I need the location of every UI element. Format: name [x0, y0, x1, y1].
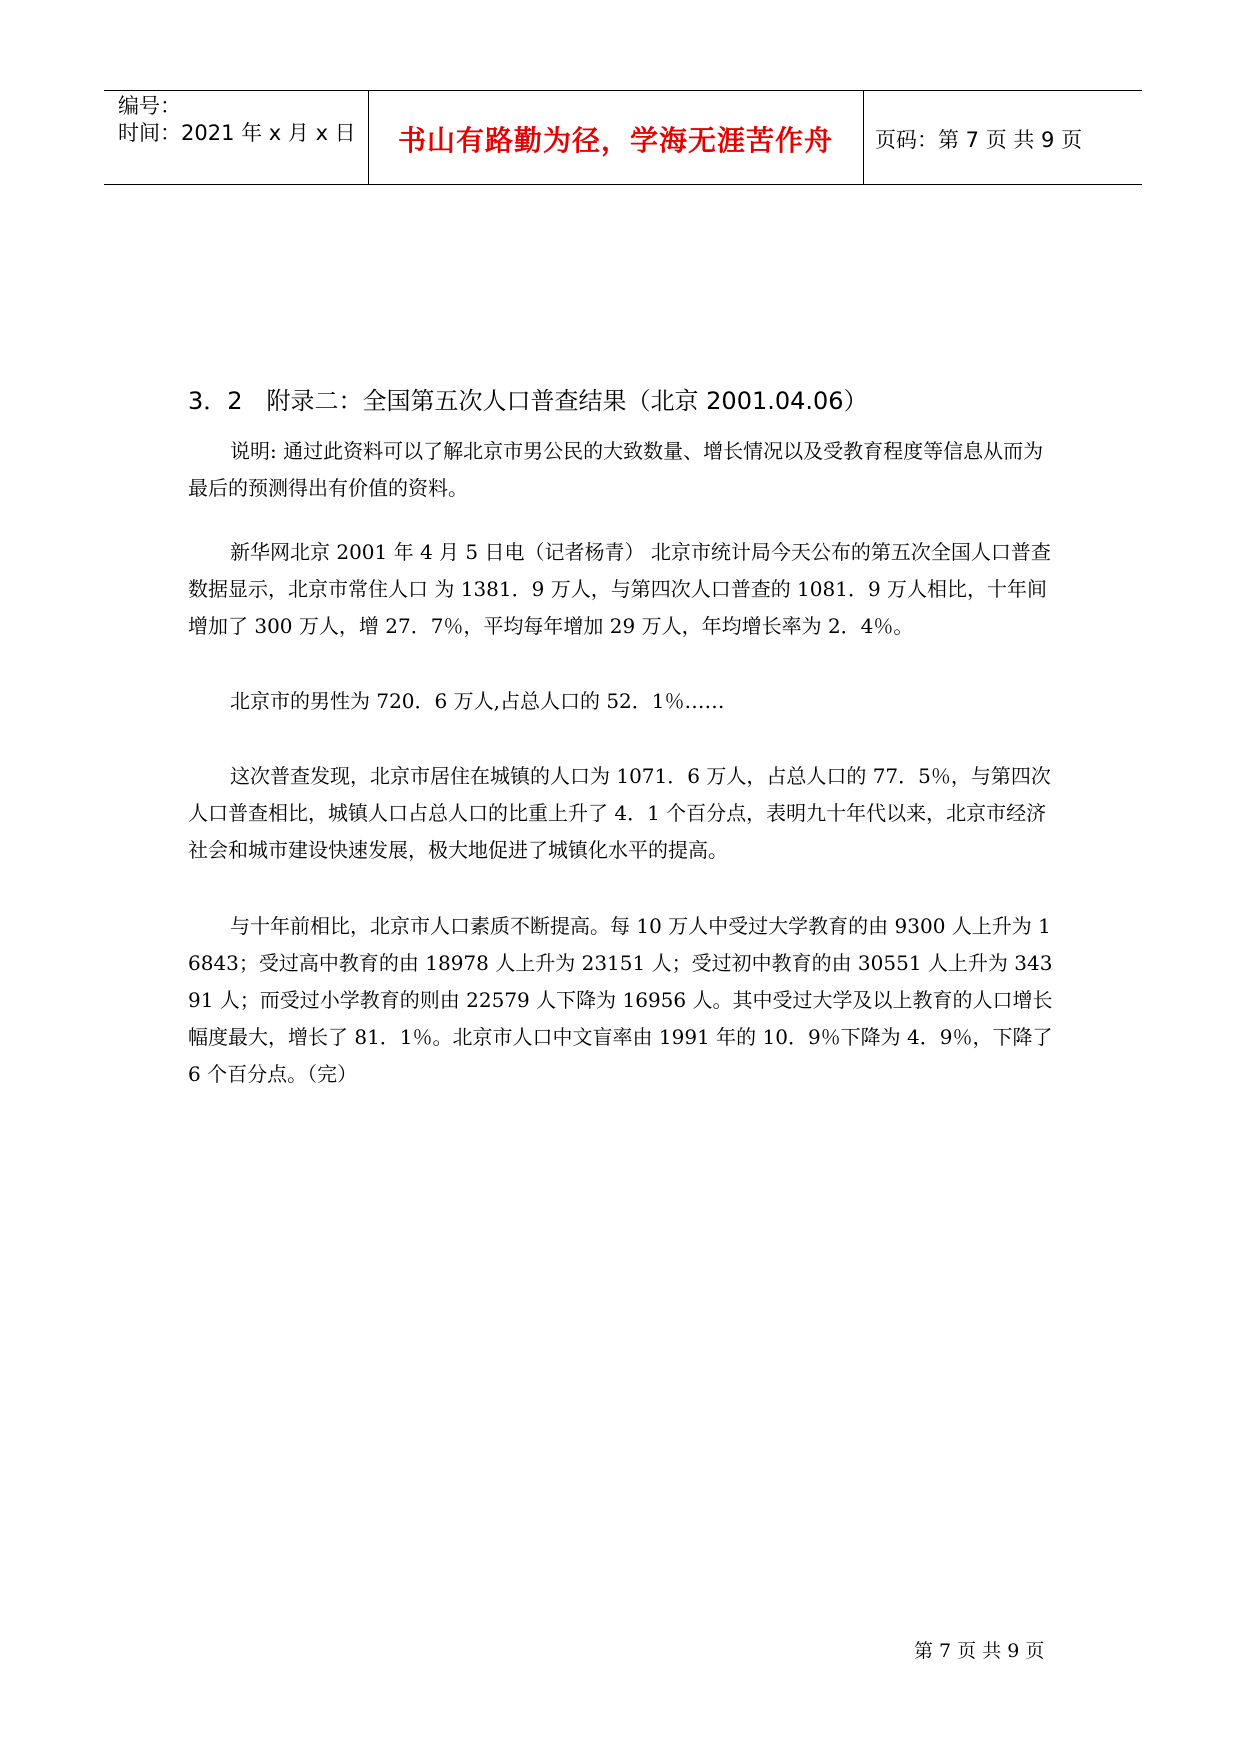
note-paragraph: 说明: 通过此资料可以了解北京市男公民的大致数量、增长情况以及受教育程度等信息从而为最后的预测得出有价值的资料。 — [188, 439, 1044, 500]
header-page-code: 页码：第 7 页 共 9 页 — [875, 128, 1083, 152]
header-page-cell — [863, 91, 1142, 184]
page-footer: 第 7 页 共 9 页 — [914, 1640, 1045, 1662]
header-motto: 书山有路勤为径，学海无涯苦作舟 — [397, 124, 833, 157]
body-paragraph-3: 这次普查发现，北京市居住在城镇的人口为 1071．6 万人，占总人口的 77．5％，与第四次人口普查相比，城镇人口占总人口的比重上升了 4．1 个百分点，表明九十年代以来，北京市经济社会和城市建设快速发展，极大地促进了城镇化水平的提高。 — [188, 764, 1051, 862]
header-info-cell — [104, 91, 369, 184]
section-title: 3．2 附录二：全国第五次人口普查结果（北京 2001.04.06） — [188, 387, 868, 415]
body-paragraph-2: 北京市的男性为 720．6 万人,占总人口的 52．1％…… — [230, 689, 725, 713]
document-time-label: 时间：2021 年 x 月 x 日 — [118, 121, 356, 145]
header-motto-cell — [368, 91, 864, 184]
document-number-label: 编号： — [118, 94, 181, 118]
body-paragraph-4: 与十年前相比，北京市人口素质不断提高。每 10 万人中受过大学教育的由 9300 人上升为 16843；受过高中教育的由 18978 人上升为 23151 人；受过初中教育的由 30551 人上升为 34391 人；而受过小学教育的则由 22579 人下降为 16956 人。其中受过大学及以上教育的人口增长幅度最大，增长了 81．1％。北京市人口中文盲率由 1991 年的 10．9％下降为 4．9％，下降了 6 个百分点。（完） — [188, 914, 1053, 1086]
page-header — [104, 90, 1142, 185]
body-paragraph-1: 新华网北京 2001 年 4 月 5 日电（记者杨青） 北京市统计局今天公布的第五次全国人口普查数据显示，北京市常住人口 为 1381．9 万人，与第四次人口普查的 1081．9 万人相比，十年间增加了 300 万人，增 27．7％，平均每年增加 29 万人，年均增长率为 2．4％。 — [188, 540, 1051, 638]
